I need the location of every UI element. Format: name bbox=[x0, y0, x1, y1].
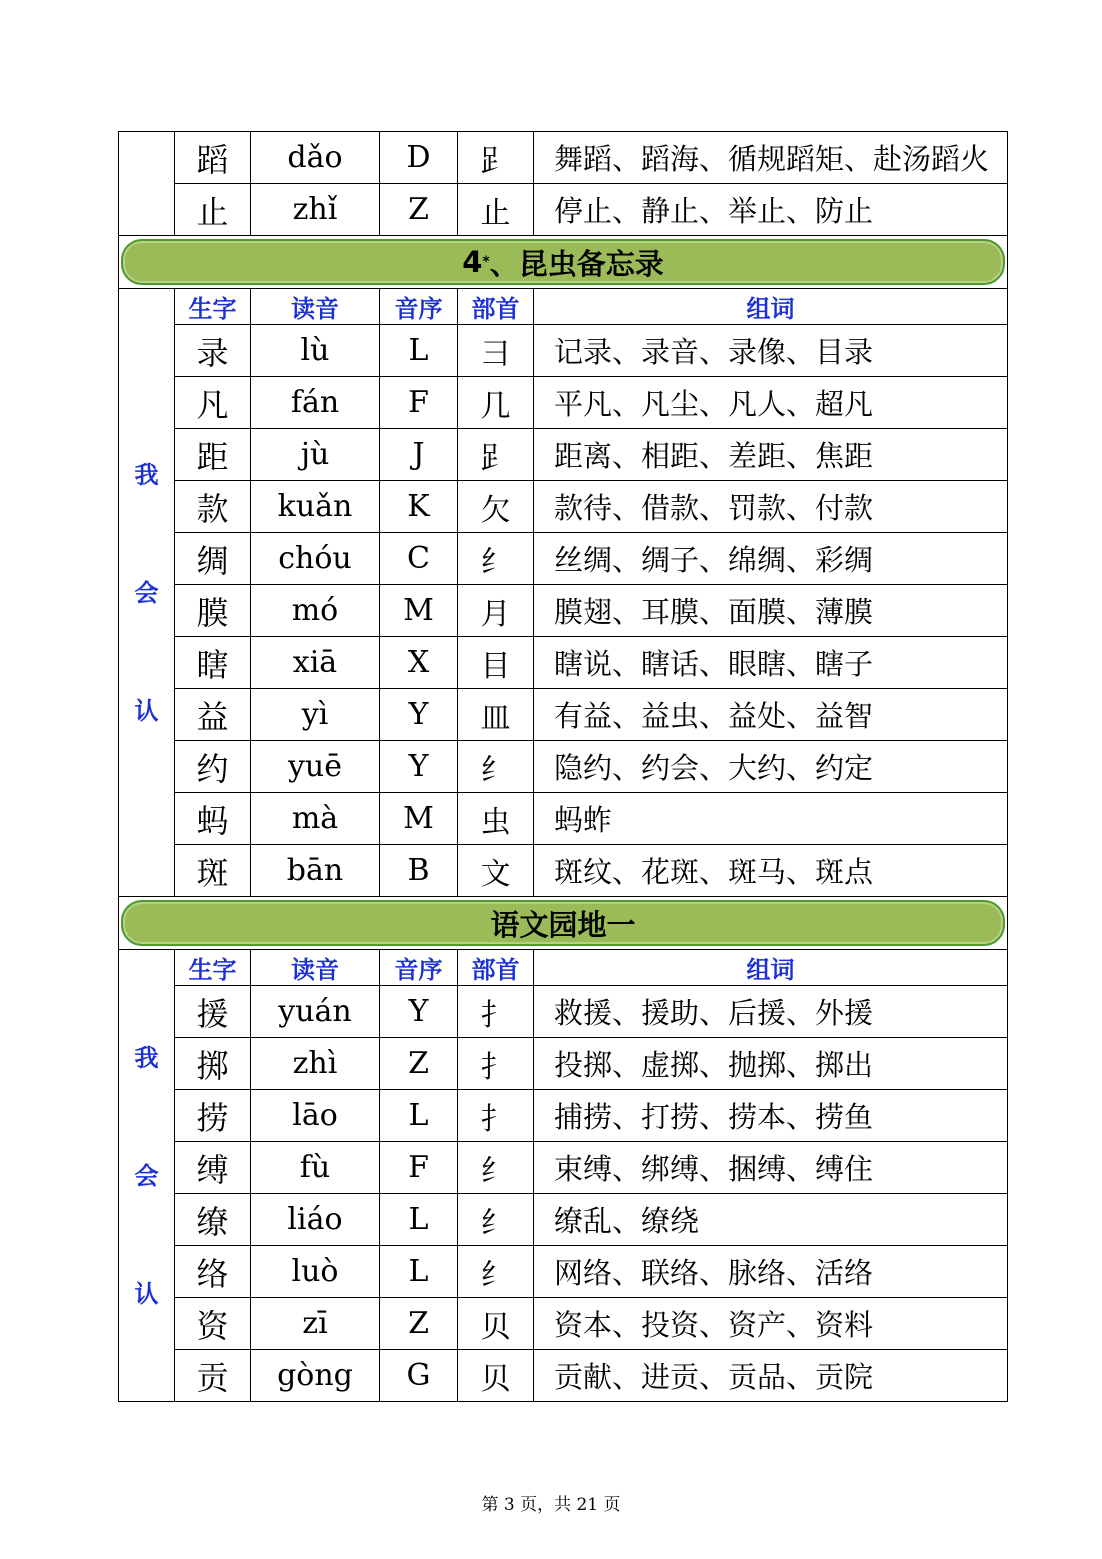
radical-cell: 皿 bbox=[458, 689, 534, 741]
char-cell: 凡 bbox=[175, 377, 251, 429]
vocabulary-table-body bbox=[119, 132, 1008, 1402]
table-row bbox=[119, 845, 1008, 897]
char-cell: 络 bbox=[175, 1246, 251, 1298]
header-words: 组词 bbox=[534, 950, 1008, 986]
char-cell: 蹈 bbox=[175, 132, 251, 184]
initial-cell: L bbox=[380, 325, 458, 377]
char-cell: 款 bbox=[175, 481, 251, 533]
section-title bbox=[121, 239, 1005, 285]
header-initial: 音序 bbox=[380, 289, 458, 325]
table-row bbox=[119, 1038, 1008, 1090]
radical-cell: 几 bbox=[458, 377, 534, 429]
words-cell: 束缚、绑缚、捆缚、缚住 bbox=[534, 1142, 1008, 1194]
pinyin-cell: mà bbox=[251, 793, 380, 845]
table-row bbox=[119, 741, 1008, 793]
side-label-char: 认 bbox=[134, 1279, 159, 1308]
words-cell: 平凡、凡尘、凡人、超凡 bbox=[534, 377, 1008, 429]
pinyin-cell: mó bbox=[251, 585, 380, 637]
table-row bbox=[119, 1298, 1008, 1350]
header-char: 生字 bbox=[175, 289, 251, 325]
words-cell: 资本、投资、资产、资料 bbox=[534, 1298, 1008, 1350]
table-header-row bbox=[119, 289, 1008, 325]
table-row bbox=[119, 585, 1008, 637]
words-cell: 距离、相距、差距、焦距 bbox=[534, 429, 1008, 481]
side-label-char: 会 bbox=[134, 1161, 159, 1190]
initial-cell: F bbox=[380, 1142, 458, 1194]
pinyin-cell: zhì bbox=[251, 1038, 380, 1090]
words-cell: 记录、录音、录像、目录 bbox=[534, 325, 1008, 377]
char-cell: 绸 bbox=[175, 533, 251, 585]
pinyin-cell: jù bbox=[251, 429, 380, 481]
section-title-main: 语文园地一 bbox=[490, 907, 636, 942]
table-row bbox=[119, 1090, 1008, 1142]
radical-cell: 扌 bbox=[458, 1038, 534, 1090]
char-cell: 距 bbox=[175, 429, 251, 481]
pinyin-cell: gòng bbox=[251, 1350, 380, 1402]
table-row bbox=[119, 689, 1008, 741]
char-cell: 膜 bbox=[175, 585, 251, 637]
pinyin-cell: dǎo bbox=[251, 132, 380, 184]
table-row bbox=[119, 1350, 1008, 1402]
table-row bbox=[119, 533, 1008, 585]
words-cell: 舞蹈、蹈海、循规蹈矩、赴汤蹈火 bbox=[534, 132, 1008, 184]
radical-cell: 纟 bbox=[458, 1142, 534, 1194]
pinyin-cell: lāo bbox=[251, 1090, 380, 1142]
words-cell: 斑纹、花斑、斑马、斑点 bbox=[534, 845, 1008, 897]
initial-cell: Z bbox=[380, 1038, 458, 1090]
initial-cell: G bbox=[380, 1350, 458, 1402]
radical-cell: 纟 bbox=[458, 1246, 534, 1298]
char-cell: 益 bbox=[175, 689, 251, 741]
initial-cell: L bbox=[380, 1090, 458, 1142]
pinyin-cell: liáo bbox=[251, 1194, 380, 1246]
pinyin-cell: luò bbox=[251, 1246, 380, 1298]
side-label bbox=[119, 289, 175, 897]
radical-cell: 目 bbox=[458, 637, 534, 689]
page-footer: 第 3 页，共 21 页 bbox=[481, 1495, 621, 1515]
initial-cell: X bbox=[380, 637, 458, 689]
radical-cell: 扌 bbox=[458, 1090, 534, 1142]
initial-cell: L bbox=[380, 1194, 458, 1246]
char-cell: 捞 bbox=[175, 1090, 251, 1142]
initial-cell: M bbox=[380, 793, 458, 845]
section-title bbox=[121, 900, 1005, 946]
section-title-main: 4 bbox=[462, 245, 483, 279]
initial-cell: D bbox=[380, 132, 458, 184]
radical-cell: 𧾷 bbox=[458, 132, 534, 184]
header-radical: 部首 bbox=[458, 950, 534, 986]
radical-cell: 欠 bbox=[458, 481, 534, 533]
char-cell: 缚 bbox=[175, 1142, 251, 1194]
initial-cell: L bbox=[380, 1246, 458, 1298]
vocabulary-table bbox=[118, 131, 1008, 1402]
radical-cell: 贝 bbox=[458, 1298, 534, 1350]
radical-cell: 月 bbox=[458, 585, 534, 637]
section-banner-row bbox=[119, 236, 1008, 289]
char-cell: 约 bbox=[175, 741, 251, 793]
char-cell: 掷 bbox=[175, 1038, 251, 1090]
table-row bbox=[119, 429, 1008, 481]
table-row bbox=[119, 325, 1008, 377]
pinyin-cell: zhǐ bbox=[251, 184, 380, 236]
pinyin-cell: lù bbox=[251, 325, 380, 377]
pinyin-cell: zī bbox=[251, 1298, 380, 1350]
pinyin-cell: bān bbox=[251, 845, 380, 897]
table-row bbox=[119, 986, 1008, 1038]
char-cell: 止 bbox=[175, 184, 251, 236]
section-banner-cell bbox=[119, 897, 1008, 950]
side-label-char: 认 bbox=[134, 696, 159, 725]
char-cell: 斑 bbox=[175, 845, 251, 897]
table-row bbox=[119, 184, 1008, 236]
initial-cell: Z bbox=[380, 184, 458, 236]
radical-cell: 纟 bbox=[458, 533, 534, 585]
section-banner-row bbox=[119, 897, 1008, 950]
words-cell: 隐约、约会、大约、约定 bbox=[534, 741, 1008, 793]
pinyin-cell: fán bbox=[251, 377, 380, 429]
words-cell: 款待、借款、罚款、付款 bbox=[534, 481, 1008, 533]
table-row bbox=[119, 1142, 1008, 1194]
radical-cell: 止 bbox=[458, 184, 534, 236]
words-cell: 膜翅、耳膜、面膜、薄膜 bbox=[534, 585, 1008, 637]
initial-cell: M bbox=[380, 585, 458, 637]
radical-cell: 贝 bbox=[458, 1350, 534, 1402]
char-cell: 蚂 bbox=[175, 793, 251, 845]
words-cell: 缭乱、缭绕 bbox=[534, 1194, 1008, 1246]
words-cell: 有益、益虫、益处、益智 bbox=[534, 689, 1008, 741]
side-label-char: 我 bbox=[134, 1043, 159, 1072]
words-cell: 捕捞、打捞、捞本、捞鱼 bbox=[534, 1090, 1008, 1142]
words-cell: 投掷、虚掷、抛掷、掷出 bbox=[534, 1038, 1008, 1090]
initial-cell: C bbox=[380, 533, 458, 585]
pinyin-cell: yì bbox=[251, 689, 380, 741]
initial-cell: B bbox=[380, 845, 458, 897]
table-row bbox=[119, 1246, 1008, 1298]
pinyin-cell: yuán bbox=[251, 986, 380, 1038]
table-row bbox=[119, 132, 1008, 184]
pinyin-cell: chóu bbox=[251, 533, 380, 585]
radical-cell: 纟 bbox=[458, 1194, 534, 1246]
words-cell: 停止、静止、举止、防止 bbox=[534, 184, 1008, 236]
pinyin-cell: xiā bbox=[251, 637, 380, 689]
table-row bbox=[119, 377, 1008, 429]
words-cell: 蚂蚱 bbox=[534, 793, 1008, 845]
initial-cell: Y bbox=[380, 741, 458, 793]
char-cell: 瞎 bbox=[175, 637, 251, 689]
char-cell: 资 bbox=[175, 1298, 251, 1350]
radical-cell: 文 bbox=[458, 845, 534, 897]
pinyin-cell: kuǎn bbox=[251, 481, 380, 533]
pinyin-cell: yuē bbox=[251, 741, 380, 793]
initial-cell: Y bbox=[380, 689, 458, 741]
initial-cell: J bbox=[380, 429, 458, 481]
words-cell: 丝绸、绸子、绵绸、彩绸 bbox=[534, 533, 1008, 585]
words-cell: 网络、联络、脉络、活络 bbox=[534, 1246, 1008, 1298]
header-initial: 音序 bbox=[380, 950, 458, 986]
header-words: 组词 bbox=[534, 289, 1008, 325]
side-label bbox=[119, 132, 175, 236]
char-cell: 援 bbox=[175, 986, 251, 1038]
section-title-rest: 、昆虫备忘录 bbox=[489, 246, 664, 281]
initial-cell: K bbox=[380, 481, 458, 533]
radical-cell: 彐 bbox=[458, 325, 534, 377]
section-banner-cell bbox=[119, 236, 1008, 289]
side-label-char: 会 bbox=[134, 578, 159, 607]
table-row bbox=[119, 481, 1008, 533]
initial-cell: Z bbox=[380, 1298, 458, 1350]
table-row bbox=[119, 793, 1008, 845]
table-row bbox=[119, 637, 1008, 689]
table-row bbox=[119, 1194, 1008, 1246]
side-label-char: 我 bbox=[134, 460, 159, 489]
header-char: 生字 bbox=[175, 950, 251, 986]
table-header-row bbox=[119, 950, 1008, 986]
initial-cell: F bbox=[380, 377, 458, 429]
header-pinyin: 读音 bbox=[251, 289, 380, 325]
header-pinyin: 读音 bbox=[251, 950, 380, 986]
vocabulary-table-container bbox=[118, 131, 1007, 1402]
words-cell: 救援、援助、后援、外援 bbox=[534, 986, 1008, 1038]
words-cell: 贡献、进贡、贡品、贡院 bbox=[534, 1350, 1008, 1402]
side-label bbox=[119, 950, 175, 1402]
radical-cell: 虫 bbox=[458, 793, 534, 845]
char-cell: 录 bbox=[175, 325, 251, 377]
radical-cell: 𧾷 bbox=[458, 429, 534, 481]
header-radical: 部首 bbox=[458, 289, 534, 325]
section-title-mark: * bbox=[482, 254, 490, 270]
words-cell: 瞎说、瞎话、眼瞎、瞎子 bbox=[534, 637, 1008, 689]
initial-cell: Y bbox=[380, 986, 458, 1038]
radical-cell: 纟 bbox=[458, 741, 534, 793]
char-cell: 贡 bbox=[175, 1350, 251, 1402]
char-cell: 缭 bbox=[175, 1194, 251, 1246]
pinyin-cell: fù bbox=[251, 1142, 380, 1194]
radical-cell: 扌 bbox=[458, 986, 534, 1038]
